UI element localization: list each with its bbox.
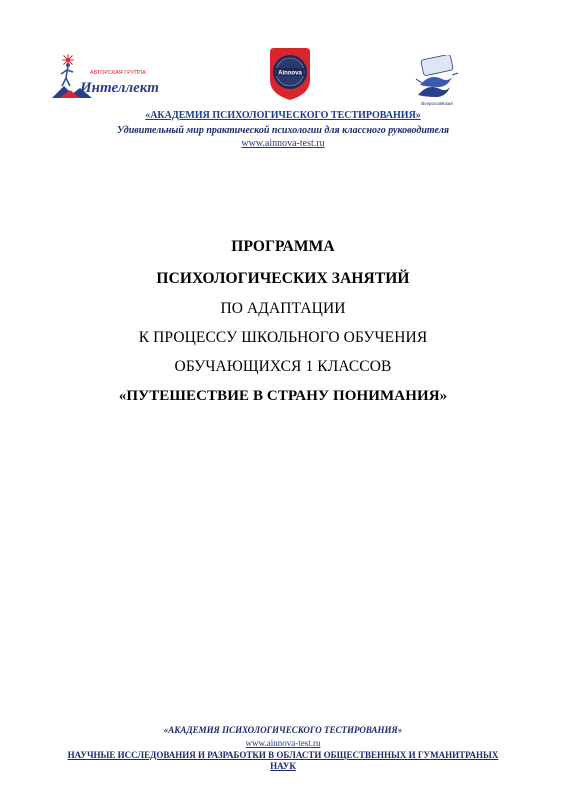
title-line-5: ОБУЧАЮЩИХСЯ 1 КЛАССОВ bbox=[174, 358, 392, 375]
title-line-6: «ПУТЕШЕСТВИЕ В СТРАНУ ПОНИМАНИЯ» bbox=[118, 388, 448, 404]
footer-academy-name: «АКАДЕМИЯ ПСИХОЛОГИЧЕСКОГО ТЕСТИРОВАНИЯ» bbox=[163, 725, 403, 735]
footer-research-line-2: НАУК bbox=[270, 761, 296, 771]
svg-text:Интеллект: Интеллект bbox=[80, 80, 159, 96]
header-website-link[interactable]: www.ainnova-test.ru bbox=[241, 138, 325, 149]
header-subtitle: Удивительный мир практической психологии для классного руководителя bbox=[116, 125, 450, 136]
footer-research-line-1: НАУЧНЫЕ ИССЛЕДОВАНИЯ И РАЗРАБОТКИ В ОБЛАСТИ ОБЩЕСТВЕННЫХ И ГУМАНИТРАНЫХ bbox=[67, 750, 499, 760]
ainnova-badge-logo bbox=[268, 46, 312, 102]
intellect-group-logo bbox=[50, 52, 166, 110]
dolphins-scroll-logo bbox=[412, 55, 462, 107]
footer-website-link[interactable]: www.ainnova-test.ru bbox=[245, 738, 321, 748]
svg-text:АВТОРСКАЯ ГРУППА: АВТОРСКАЯ ГРУППА bbox=[90, 70, 146, 76]
header-academy-name: «АКАДЕМИЯ ПСИХОЛОГИЧЕСКОГО ТЕСТИРОВАНИЯ» bbox=[145, 110, 421, 121]
title-line-2: ПСИХОЛОГИЧЕСКИХ ЗАНЯТИЙ bbox=[156, 270, 410, 287]
title-line-4: К ПРОЦЕССУ ШКОЛЬНОГО ОБУЧЕНИЯ bbox=[138, 329, 428, 346]
title-line-1: ПРОГРАММА bbox=[231, 238, 335, 255]
svg-text:Всероссийская: Всероссийская bbox=[421, 101, 453, 106]
title-line-3: ПО АДАПТАЦИИ bbox=[220, 300, 346, 317]
svg-text:Ainnova: Ainnova bbox=[278, 70, 302, 77]
